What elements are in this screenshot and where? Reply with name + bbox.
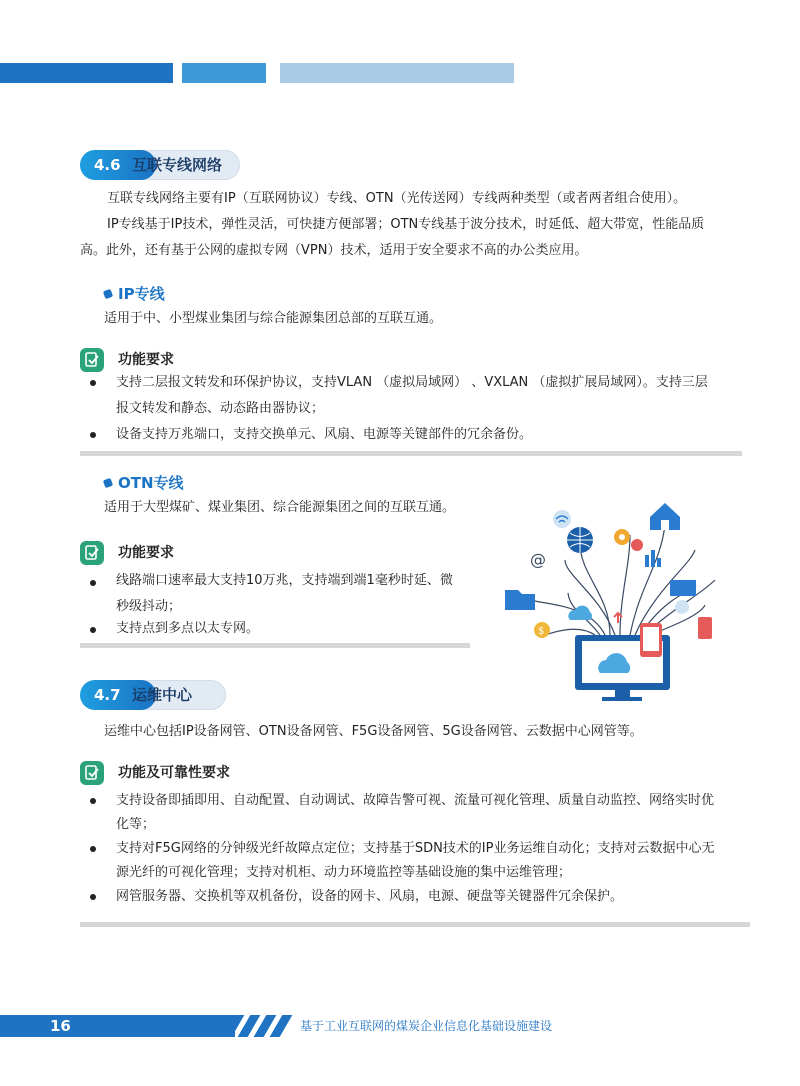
subheading-ip: IP专线	[104, 283, 165, 304]
ip-description: 适用于中、小型煤业集团与综合能源集团总部的互联互通。	[104, 311, 443, 326]
bullet-dot	[90, 846, 96, 852]
svg-text:$: $	[538, 626, 545, 637]
footer-bar	[0, 1015, 235, 1037]
intro-line-3: 高。此外，还有基于公网的虚拟专网（VPN）技术，适用于安全要求不高的办公类应用。	[80, 243, 588, 258]
ip-bullet-1-line-1: 支持二层报文转发和环保护协议，支持VLAN （虚拟局域网） 、VXLAN （虚拟扩展局域网）。支持三层	[116, 375, 708, 390]
bullet-dot	[90, 432, 96, 438]
section-number: 4.7	[80, 680, 156, 710]
bullet-dot	[90, 580, 96, 586]
section-heading-4-7	[80, 680, 226, 710]
ops-intro: 运维中心包括IP设备网管、OTN设备网管、F5G设备网管、5G设备网管、云数据中心网管等。	[104, 724, 643, 739]
divider	[80, 451, 742, 456]
divider	[80, 922, 750, 927]
otn-bullet-1-line-1: 线路端口速率最大支持10万兆，支持端到端1毫秒时延、微	[116, 573, 453, 588]
intro-line-1: 互联专线网络主要有IP（互联网协议）专线、OTN（光传送网）专线两种类型（或者两者组合使用）。	[107, 191, 687, 206]
ops-bullet-3: 网管服务器、交换机等双机备份，设备的网卡、风扇，电源、硬盘等关键器件冗余保护。	[116, 889, 624, 904]
network-illustration	[490, 495, 735, 705]
ops-bullet-2-line-1: 支持对F5G网络的分钟级光纤故障点定位；支持基于SDN技术的IP业务运维自动化；支持对云数据中心无	[116, 841, 715, 856]
section-title: 互联专线网络	[132, 156, 223, 174]
intro-line-2: IP专线基于IP技术，弹性灵活，可快捷方便部署；OTN专线基于波分技术，时延低、超大带宽，性能品质	[107, 217, 705, 232]
header-bar-dark	[0, 63, 173, 83]
bullet-dot	[90, 380, 96, 386]
bullet-dot	[90, 798, 96, 804]
ops-bullet-1-line-2: 化等；	[116, 817, 156, 832]
ops-bullet-2-line-2: 源光纤的可视化管理；支持对机柜、动力环境监控等基础设施的集中运维管理；	[116, 865, 572, 880]
page-number: 16	[50, 1017, 71, 1035]
svg-text:@: @	[530, 550, 546, 569]
otn-bullet-2: 支持点到多点以太专网。	[116, 621, 260, 636]
bullet-dot	[90, 627, 96, 633]
ip-bullet-1-line-2: 报文转发和静态、动态路由器协议；	[116, 401, 325, 416]
section-number: 4.6	[80, 150, 156, 180]
subheading-marker-icon	[103, 289, 113, 299]
footer-title: 基于工业互联网的煤炭企业信息化基础设施建设	[300, 1019, 553, 1033]
otn-bullet-1-line-2: 秒级抖动；	[116, 599, 182, 614]
checklist-icon	[80, 541, 104, 565]
subheading-otn: OTN专线	[104, 472, 184, 493]
otn-description: 适用于大型煤矿、煤业集团、综合能源集团之间的互联互通。	[104, 500, 456, 515]
checklist-icon	[80, 761, 104, 785]
ops-bullet-1-line-1: 支持设备即插即用、自动配置、自动调试、故障告警可视、流量可视化管理、质量自动监控、网络实时优	[116, 793, 715, 808]
divider	[80, 643, 470, 648]
subheading-marker-icon	[103, 478, 113, 488]
header-bar-mid	[182, 63, 266, 83]
section-heading-4-6	[80, 150, 240, 180]
header-bar-light	[280, 63, 514, 83]
checklist-icon	[80, 348, 104, 372]
section-title: 运维中心	[132, 686, 193, 704]
ip-bullet-2: 设备支持万兆端口，支持交换单元、风扇、电源等关键部件的冗余备份。	[116, 427, 533, 442]
bullet-dot	[90, 894, 96, 900]
